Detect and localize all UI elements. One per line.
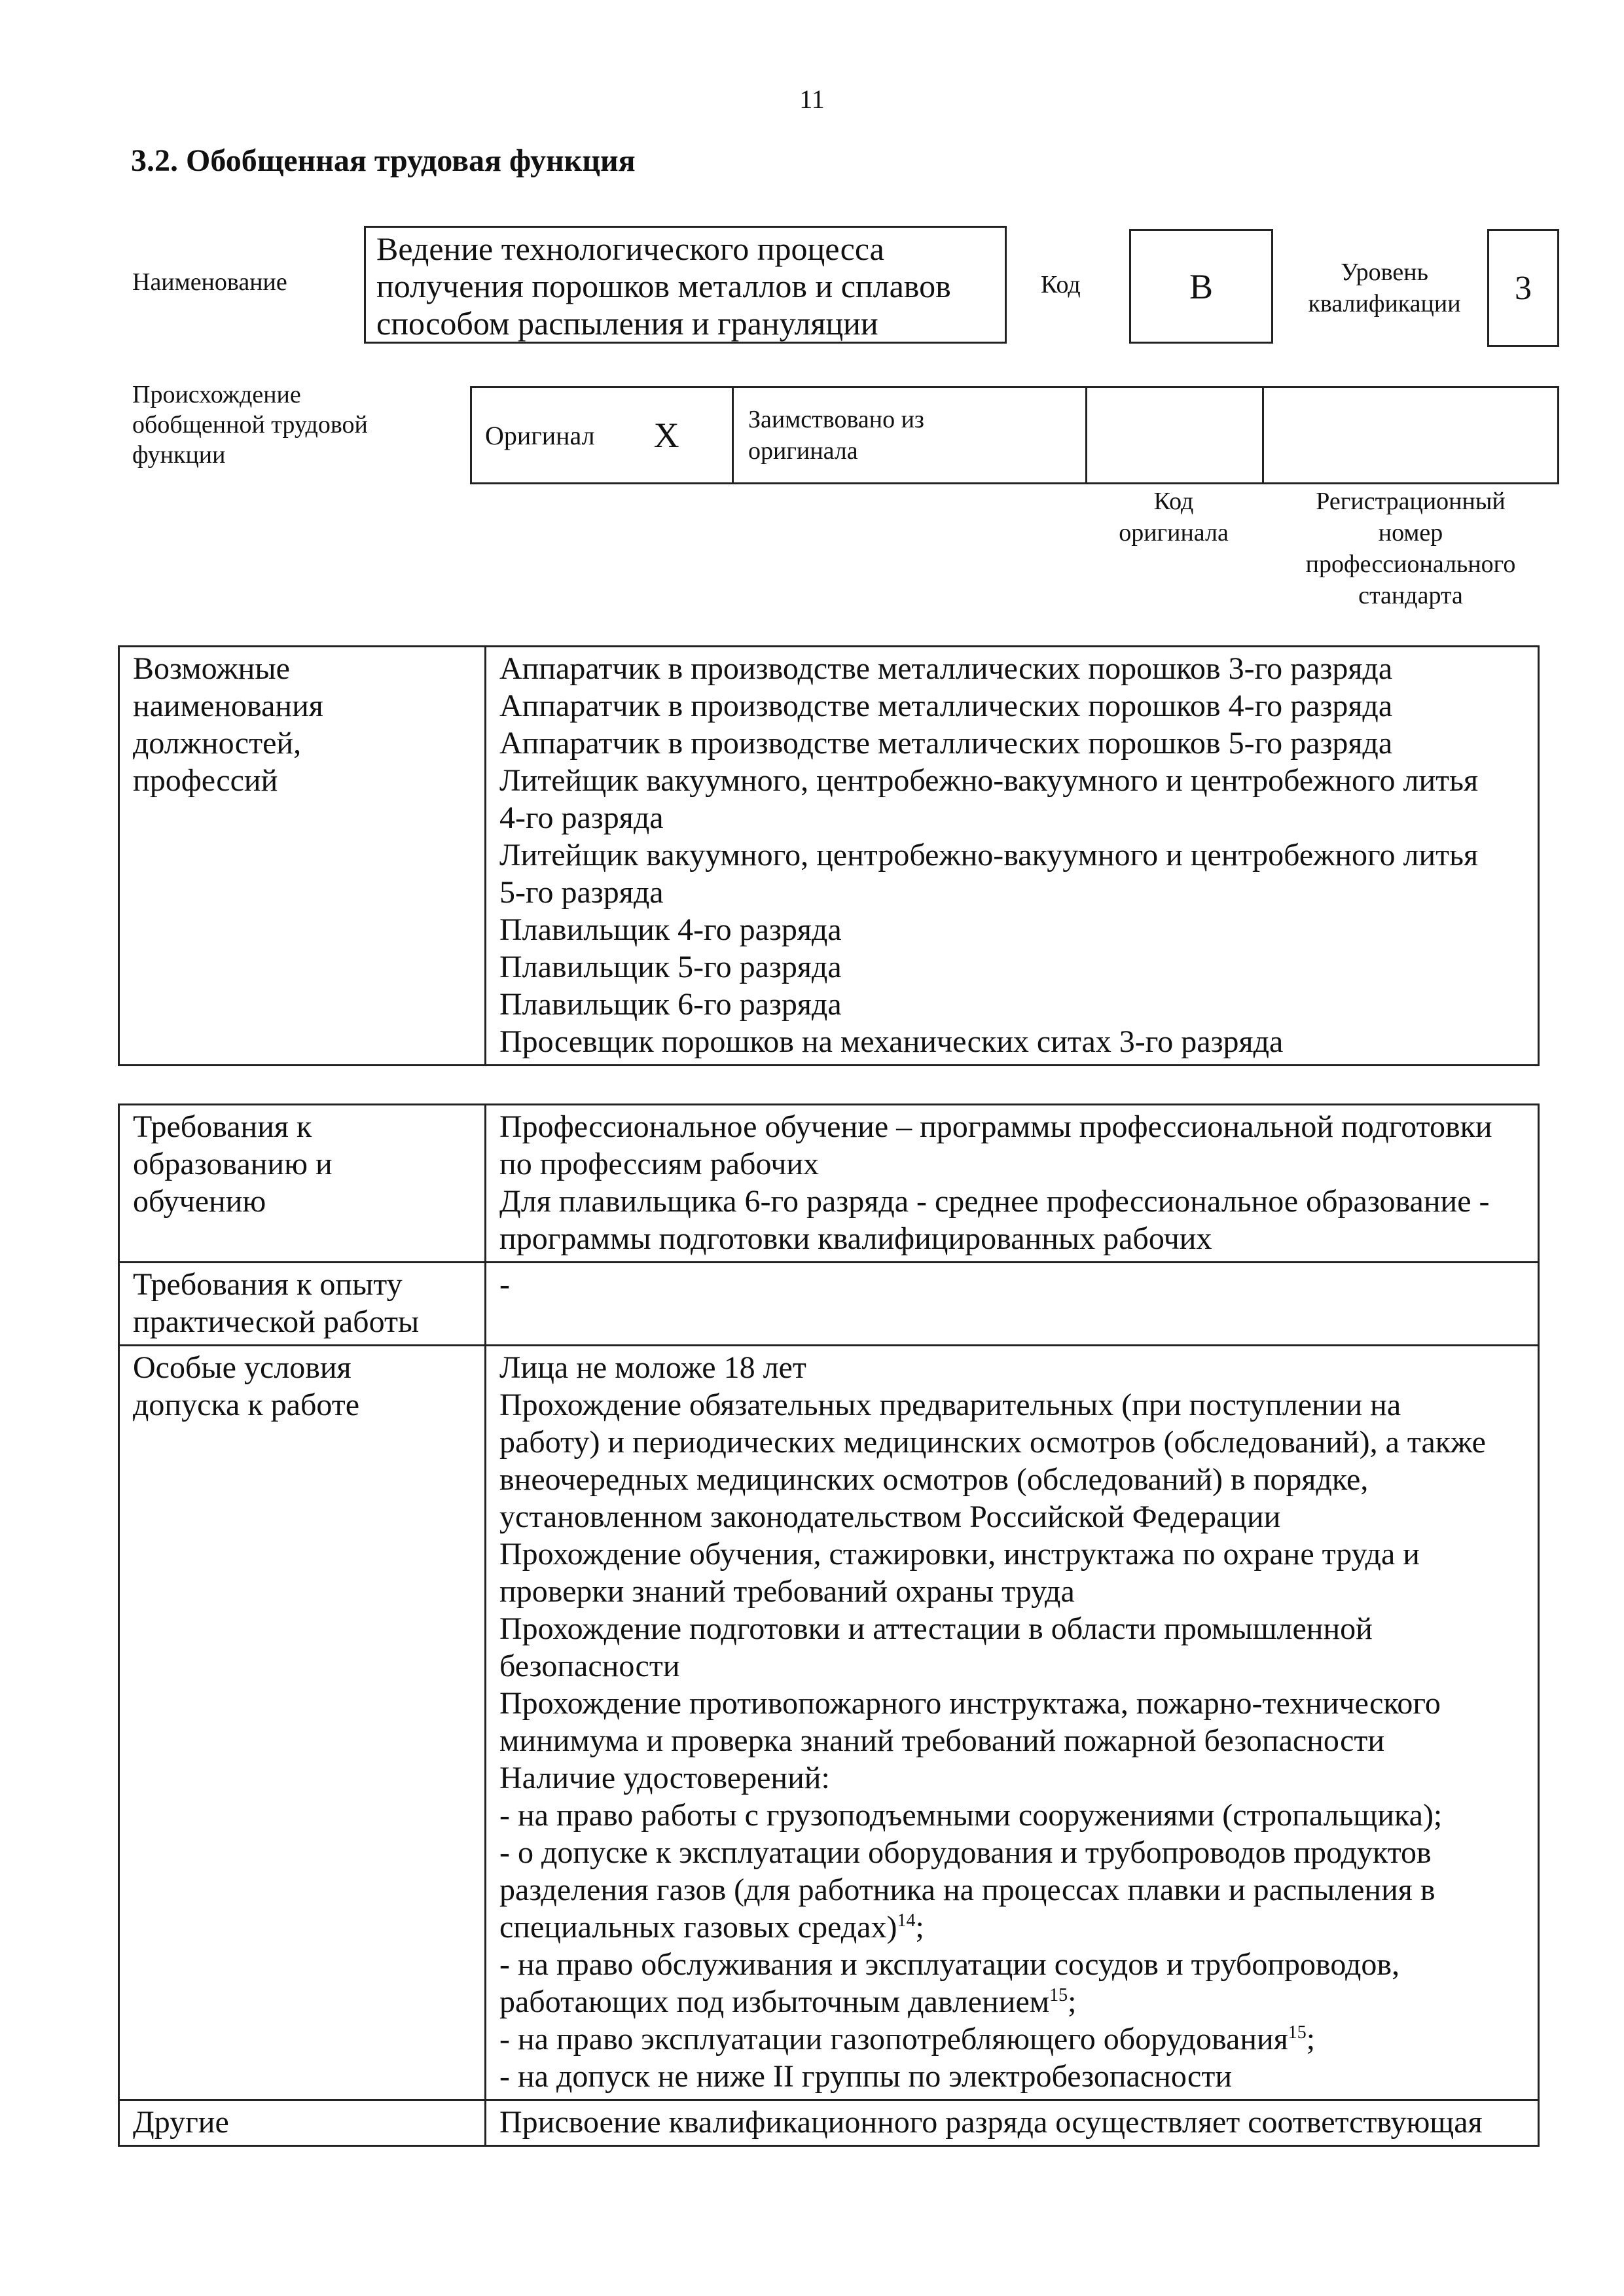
special-line: проверки знаний требований охраны труда <box>499 1574 1075 1609</box>
education-label-line: обучению <box>133 1184 266 1219</box>
special-label-line: Особые условия <box>133 1350 352 1385</box>
list-item: Просевщик порошков на механических ситах 3-го разряда <box>499 1024 1284 1059</box>
level-label-line: Уровень <box>1341 259 1428 286</box>
code-caption-line: Код <box>1153 488 1194 515</box>
list-item: Плавильщик 5-го разряда <box>499 950 842 984</box>
special-line: работу) и периодических медицинских осмотров (обследований), а также <box>499 1425 1486 1460</box>
special-line-text: - на право эксплуатации газопотребляющего оборудования <box>499 2022 1288 2056</box>
footnote-ref: 15 <box>1049 1985 1068 2005</box>
special-line-pressure <box>499 1983 1528 2020</box>
reg-caption <box>1262 486 1559 611</box>
special-line: безопасности <box>499 1649 680 1683</box>
reg-caption-line: Регистрационный <box>1316 488 1506 515</box>
original-code-cell <box>1087 388 1264 482</box>
list-item: Аппаратчик в производстве металлических порошков 3-го разряда <box>499 651 1393 686</box>
function-name-box <box>364 226 1007 344</box>
list-item: 4-го разряда <box>499 800 664 835</box>
education-line: по профессиям рабочих <box>499 1147 820 1181</box>
original-cell <box>472 388 734 482</box>
code-value: В <box>1129 229 1273 344</box>
origin-label-line: обобщенной трудовой <box>132 411 368 439</box>
footnote-ref: 15 <box>1288 2022 1307 2043</box>
code-caption <box>1085 486 1262 548</box>
function-name-line: получения порошков металлов и сплавов <box>376 268 951 304</box>
positions-label-line: должностей, <box>133 726 302 761</box>
table-row <box>119 2100 1539 2146</box>
list-item: Плавильщик 6-го разряда <box>499 987 842 1022</box>
origin-label-line: функции <box>132 441 226 469</box>
code-caption-line: оригинала <box>1119 519 1229 547</box>
semicolon: ; <box>1068 1984 1077 2019</box>
list-item: 5-го разряда <box>499 875 664 910</box>
origin-label <box>132 380 368 470</box>
function-name-line: Ведение технологического процесса <box>376 230 884 267</box>
special-line: - о допуске к эксплуатации оборудования и трубопроводов продуктов <box>499 1835 1432 1870</box>
education-value <box>486 1105 1539 1263</box>
special-line: Прохождение противопожарного инструктажа, пожарно-технического <box>499 1686 1441 1721</box>
reg-caption-line: номер <box>1378 519 1443 547</box>
special-line: установленном законодательством Российской Федерации <box>499 1499 1281 1534</box>
education-label-line: Требования к <box>133 1109 312 1144</box>
positions-table <box>118 645 1540 1066</box>
experience-label-line: практической работы <box>133 1304 420 1339</box>
special-line: Прохождение подготовки и аттестации в области промышленной <box>499 1611 1373 1646</box>
section-title: 3.2. Обобщенная трудовая функция <box>131 143 636 178</box>
function-name-line: способом распыления и грануляции <box>376 305 878 342</box>
level-label <box>1286 257 1483 319</box>
education-line: Профессиональное обучение – программы профессиональной подготовки <box>499 1109 1492 1144</box>
list-item: Аппаратчик в производстве металлических порошков 4-го разряда <box>499 689 1393 723</box>
registration-number-cell <box>1264 388 1557 482</box>
reg-caption-line: стандарта <box>1358 582 1463 609</box>
special-line: - на право работы с грузоподъемными сооружениями (стропальщика); <box>499 1798 1443 1833</box>
special-line: - на право обслуживания и эксплуатации сосудов и трубопроводов, <box>499 1947 1400 1982</box>
code-label: Код <box>1041 271 1081 298</box>
table-row <box>119 1105 1539 1263</box>
list-item: Плавильщик 4-го разряда <box>499 912 842 947</box>
special-line: внеочередных медицинских осмотров (обследований) в порядке, <box>499 1462 1369 1497</box>
semicolon: ; <box>915 1910 924 1945</box>
special-line-text: специальных газовых средах) <box>499 1910 897 1945</box>
naming-label: Наименование <box>132 268 287 296</box>
list-item: Литейщик вакуумного, центробежно-вакуумного и центробежного литья <box>499 838 1479 872</box>
education-line: программы подготовки квалифицированных рабочих <box>499 1221 1212 1256</box>
special-line-text: работающих под избыточным давлением <box>499 1984 1050 2019</box>
positions-label-line: Возможные <box>133 651 290 686</box>
borrowed-cell <box>734 388 1087 482</box>
table-row <box>119 1263 1539 1346</box>
special-line: Прохождение обязательных предварительных (при поступлении на <box>499 1388 1401 1422</box>
education-line: Для плавильщика 6-го разряда - среднее профессиональное образование - <box>499 1184 1490 1219</box>
special-line: разделения газов (для работника на процессах плавки и распыления в <box>499 1873 1435 1907</box>
education-label-line: образованию и <box>133 1147 333 1181</box>
special-conditions-value <box>486 1346 1539 2100</box>
special-line: - на допуск не ниже II группы по электробезопасности <box>499 2059 1232 2094</box>
positions-list <box>486 647 1539 1066</box>
experience-label-line: Требования к опыту <box>133 1267 403 1302</box>
education-label <box>119 1105 486 1263</box>
original-mark: Х <box>653 416 679 455</box>
borrowed-label-line: оригинала <box>748 437 858 465</box>
positions-label-line: профессий <box>133 763 278 798</box>
table-row <box>119 1346 1539 2100</box>
other-value: Присвоение квалификационного разряда осуществляет соответствующая <box>486 2100 1539 2146</box>
special-line-gases <box>499 1909 1528 1946</box>
borrowed-label-line: Заимствовано из <box>748 406 924 433</box>
level-value: 3 <box>1487 229 1559 347</box>
list-item: Литейщик вакуумного, центробежно-вакуумного и центробежного литья <box>499 763 1479 798</box>
special-line: минимума и проверка знаний требований пожарной безопасности <box>499 1723 1385 1758</box>
original-label: Оригинал <box>485 420 595 450</box>
table-row <box>119 647 1539 1066</box>
reg-caption-line: профессионального <box>1305 550 1516 578</box>
semicolon: ; <box>1306 2022 1316 2056</box>
footnote-ref: 14 <box>897 1910 916 1931</box>
special-line-gas-equipment <box>499 2020 1528 2058</box>
special-line: Наличие удостоверений: <box>499 1761 830 1795</box>
page-number: 11 <box>799 84 825 114</box>
special-conditions-label <box>119 1346 486 2100</box>
origin-label-line: Происхождение <box>132 381 301 408</box>
special-line: Прохождение обучения, стажировки, инструктажа по охране труда и <box>499 1537 1420 1571</box>
special-label-line: допуска к работе <box>133 1388 360 1422</box>
experience-value: - <box>486 1263 1539 1346</box>
list-item: Аппаратчик в производстве металлических порошков 5-го разряда <box>499 726 1393 761</box>
level-label-line: квалификации <box>1308 290 1461 317</box>
requirements-table <box>118 1103 1540 2147</box>
experience-label <box>119 1263 486 1346</box>
origin-grid <box>470 386 1559 484</box>
positions-label <box>119 647 486 1066</box>
positions-label-line: наименования <box>133 689 323 723</box>
other-label: Другие <box>119 2100 486 2146</box>
special-line: Лица не моложе 18 лет <box>499 1350 806 1385</box>
